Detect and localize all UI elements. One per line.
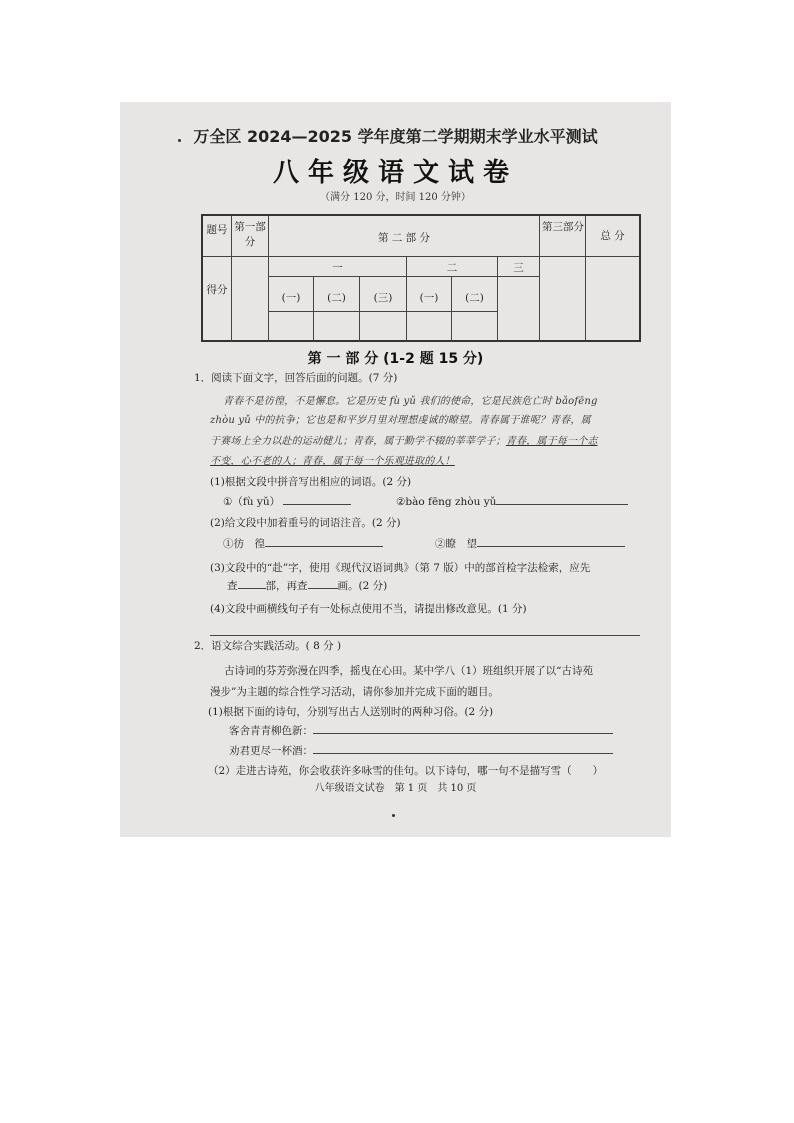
poem-line: 劝君更尽一杯酒： xyxy=(229,745,313,757)
answer-blank[interactable] xyxy=(308,578,338,589)
sub1-b-label: ②bào fēng zhòu yǔ xyxy=(396,496,497,508)
q1-sub1-b xyxy=(396,494,628,508)
answer-blank[interactable] xyxy=(313,743,613,754)
q1-passage-line: 青春不是彷徨，不是懈怠。它是历史 fù yǔ 我们的使命，它是民族危亡时 bǎofēng xyxy=(223,396,598,407)
answer-blank[interactable] xyxy=(238,578,266,589)
sub-header: (二) xyxy=(465,292,484,304)
q2-intro-line: 漫步”为主题的综合性学习活动，请你参加并完成下面的题目。 xyxy=(210,686,499,698)
cell-score: 得分 xyxy=(206,284,228,296)
group-two: 二 xyxy=(446,262,458,274)
cell-total: 总 分 xyxy=(600,230,625,242)
group-three: 三 xyxy=(513,262,524,274)
group-one: 一 xyxy=(332,262,343,274)
sub2-b-label: ②瞭 望 xyxy=(435,538,477,550)
q2-intro-line: 古诗词的芬芳弥漫在四季，摇曳在心田。某中学八（1）班组织开展了以“古诗苑 xyxy=(224,665,594,677)
cell-part2: 第 二 部 分 xyxy=(377,232,430,244)
q1-passage-underlined: 不变，心不老的人；青春，属于每一个乐观进取的人！ xyxy=(210,456,455,467)
page-footer: 八年级语文试卷 第 1 页 共 10 页 xyxy=(314,783,477,794)
cell-part3: 第三部分 xyxy=(542,221,584,233)
sub3-text: 部，再查 xyxy=(265,580,308,592)
cell-tihao: 题号 xyxy=(206,224,228,236)
sub3-text: 查 xyxy=(227,580,238,592)
q2-poem1 xyxy=(229,723,613,738)
answer-blank[interactable] xyxy=(313,723,613,734)
q1-passage-line xyxy=(210,432,598,447)
speck xyxy=(392,814,395,817)
q1-stem: 1．阅读下面文字，回答后面的问题。(7 分) xyxy=(194,372,398,384)
q1-passage-line: zhòu yǔ 中的抗争；它也是和平岁月里对理想虔诚的瞭望。青春属于谁呢？青春，属 xyxy=(210,415,591,426)
sub-header: (一) xyxy=(281,292,301,304)
answer-line[interactable] xyxy=(210,635,640,636)
q1-sub4: (4)文段中画横线句子有一处标点使用不当，请提出修改意见。(1 分) xyxy=(210,603,527,615)
answer-blank[interactable] xyxy=(477,536,625,547)
sub1-a-label: ①（fù yǔ） xyxy=(223,496,281,508)
q1-sub1-a xyxy=(223,494,351,509)
q1-sub2-b xyxy=(435,536,625,551)
sub3-text: 画。(2 分) xyxy=(337,580,388,592)
exam-title: 八年级语文试卷 xyxy=(272,158,518,188)
poem-line: 客舍青青柳色新： xyxy=(229,725,313,737)
q2-poem2 xyxy=(229,743,613,758)
answer-blank[interactable] xyxy=(283,494,351,505)
q1-sub3: (3)文段中的“赴”字，使用《现代汉语词典》（第 7 版）中的部首检字法检索，应先 xyxy=(210,562,591,574)
q2-sub2: （2）走进古诗苑，你会收获许多咏雪的佳句。以下诗句，哪一句不是描写雪（ ） xyxy=(208,765,604,777)
sub-header: (一) xyxy=(419,292,439,304)
sub2-a-label: ①彷 徨 xyxy=(223,538,265,550)
section-one-title: 第 一 部 分 (1-2 题 15 分) xyxy=(307,351,484,367)
cell-part1: 第一部分 xyxy=(234,221,266,248)
answer-blank[interactable] xyxy=(265,536,383,547)
sub-header: (二) xyxy=(327,292,346,304)
q1-sub1: (1)根据文段中拼音写出相应的词语。(2 分) xyxy=(210,476,412,488)
exam-page-photo xyxy=(120,102,671,837)
exam-score-time: （满分 120 分，时间 120 分钟） xyxy=(320,192,471,203)
sub-header: (三) xyxy=(373,292,393,304)
underlined-sentence: 青春，属于每一个志 xyxy=(505,436,598,447)
q2-stem: 2．语文综合实践活动。( 8 分 ) xyxy=(194,640,342,652)
q2-sub1: (1)根据下面的诗句，分别写出古人送别时的两种习俗。(2 分) xyxy=(208,706,494,718)
q1-sub2: (2)给文段中加着重号的词语注音。(2 分) xyxy=(210,517,401,529)
q1-sub3-line2 xyxy=(227,578,387,593)
exam-district-title: 万全区 2024—2025 学年度第二学期期末学业水平测试 xyxy=(193,127,598,146)
answer-blank[interactable] xyxy=(496,494,628,505)
passage-text: 于赛场上全力以赴的运动健儿；青春，属于勤学不辍的莘莘学子； xyxy=(210,436,506,447)
q1-sub2-a xyxy=(223,536,383,551)
score-table xyxy=(201,214,641,342)
